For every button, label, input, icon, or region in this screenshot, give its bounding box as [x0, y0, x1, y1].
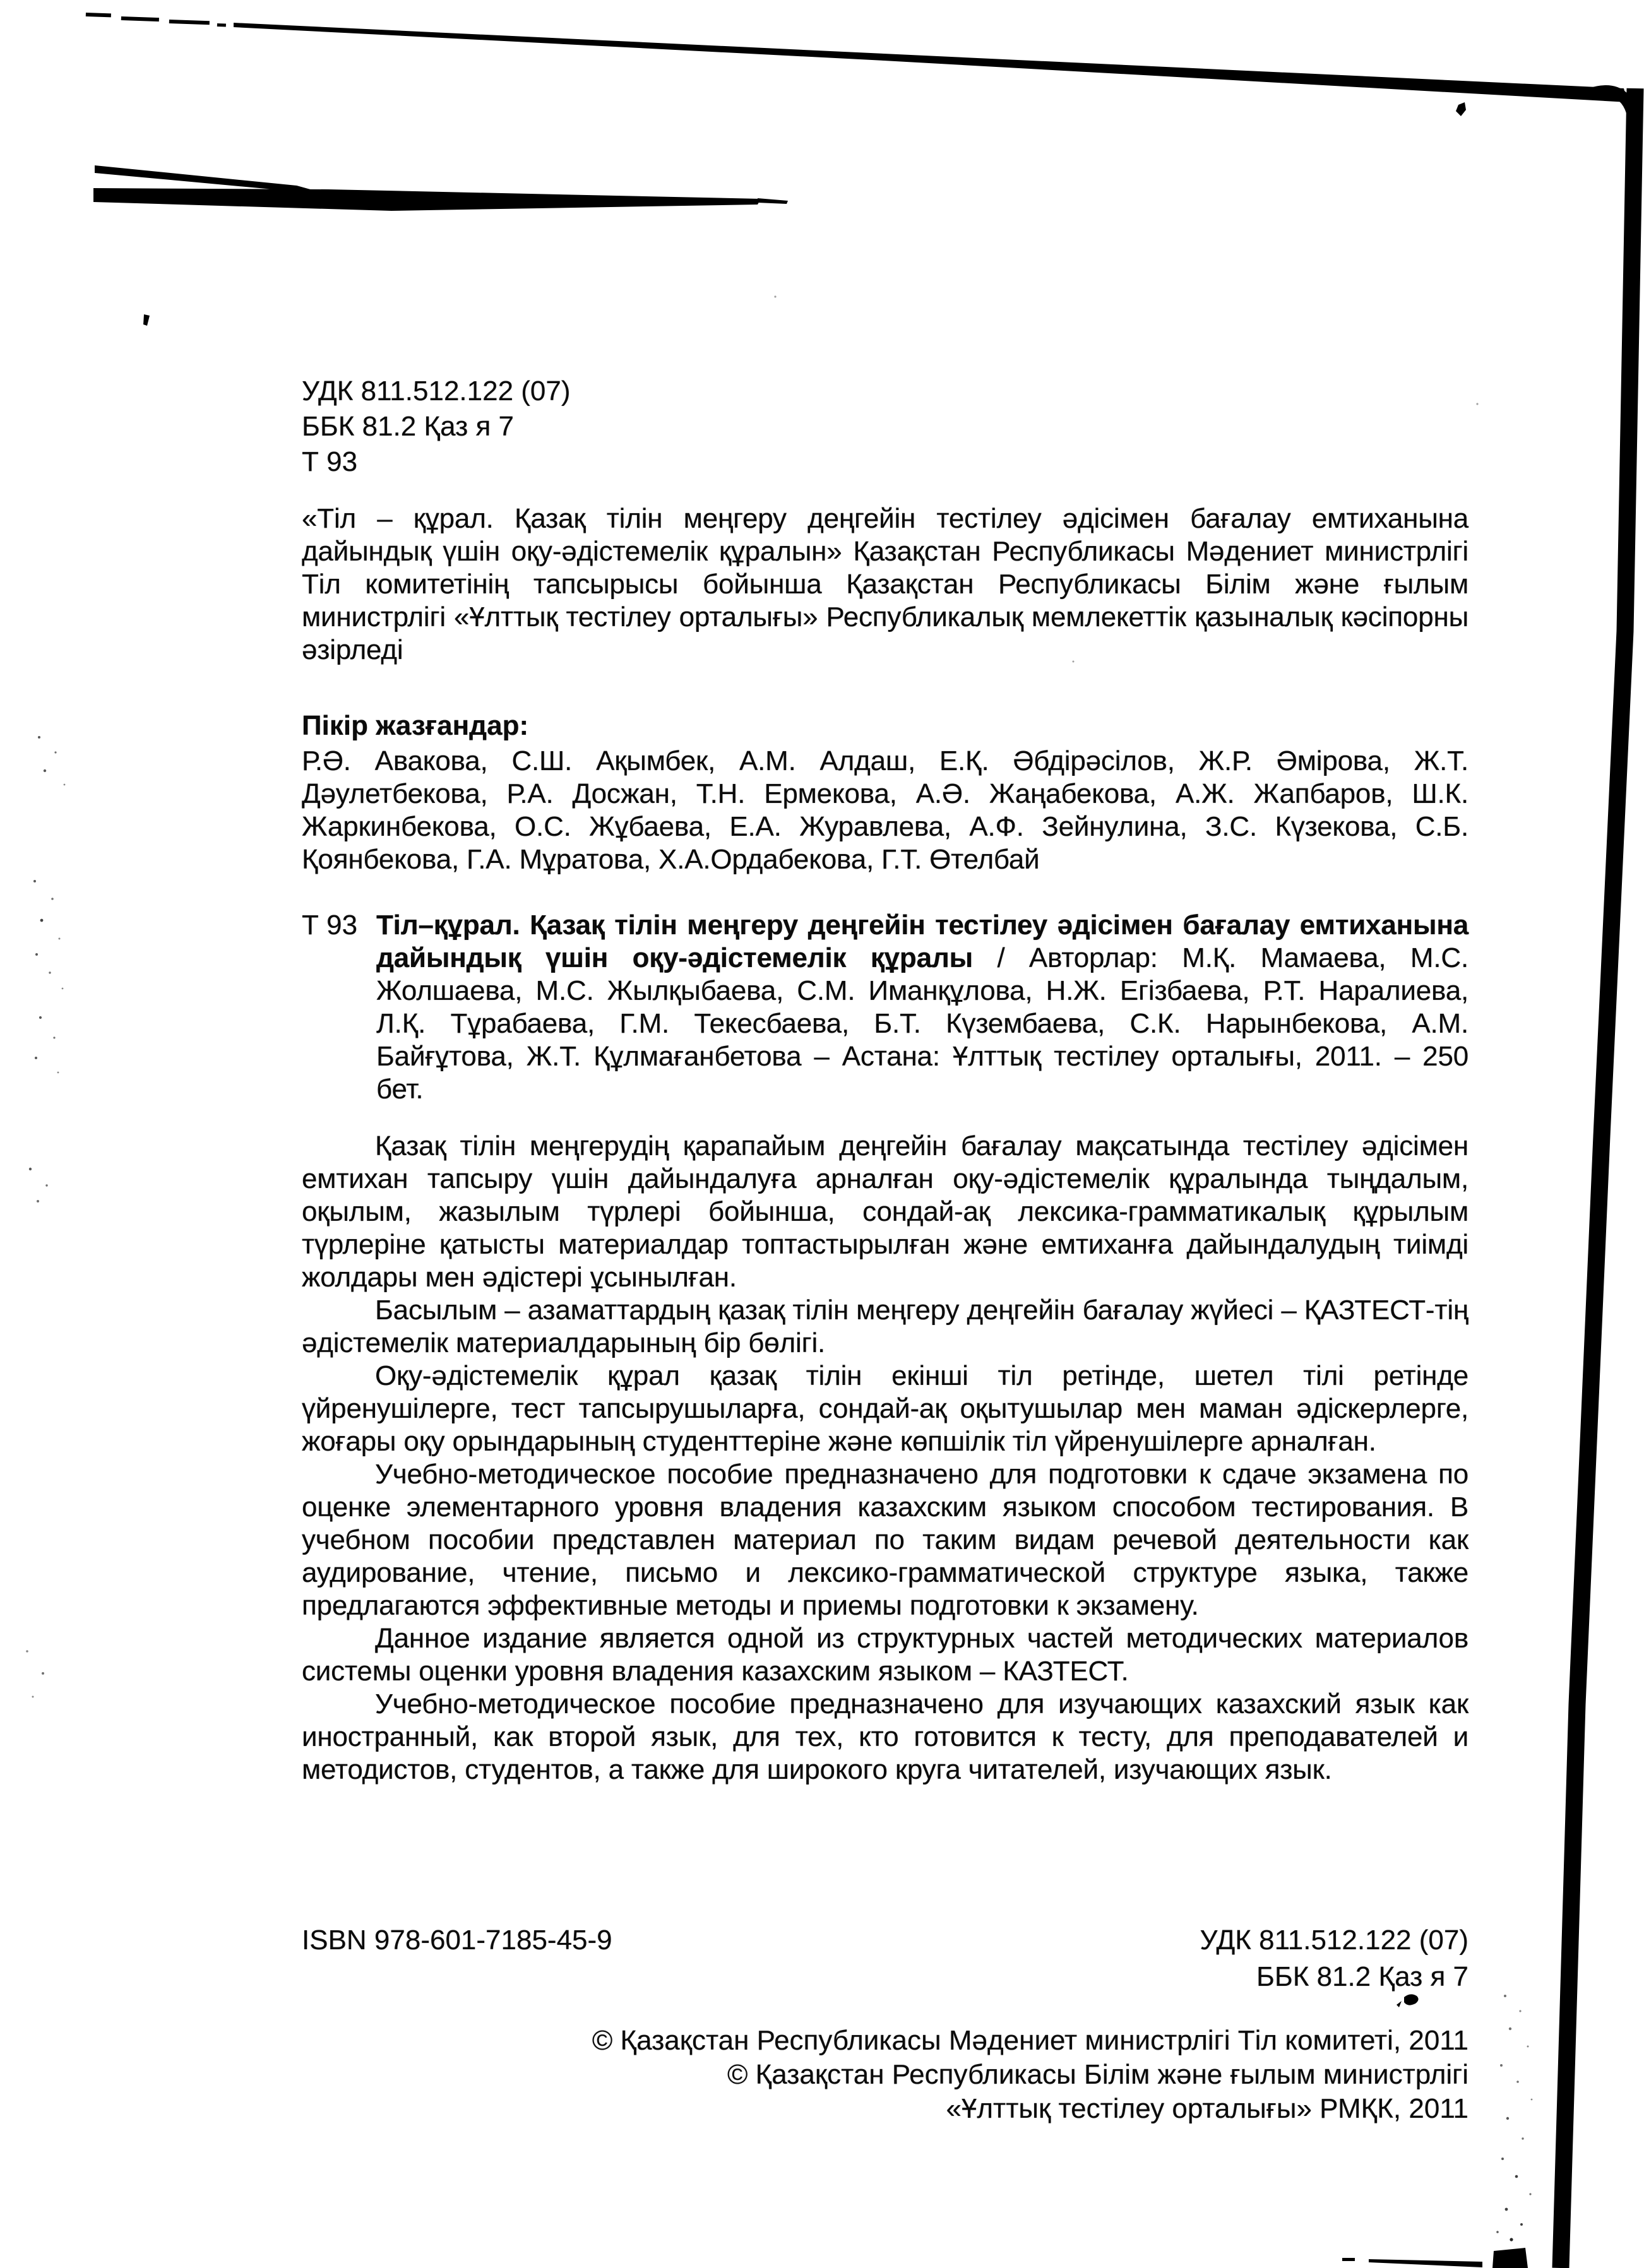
- copyright-line: © Қазақстан Республикасы Білім және ғылым министрлігі: [727, 2059, 1468, 2090]
- scan-dashes: [86, 13, 226, 27]
- reviewers-heading: Пікір жазғандар:: [302, 710, 529, 741]
- scan-smudge: [1397, 1994, 1419, 2007]
- t-code-line: Т 93: [302, 446, 358, 477]
- catalog-entry-text: [376, 909, 1468, 1106]
- scan-streak: [93, 165, 788, 211]
- annotation-paragraph: Учебно-методическое пособие предназначено для подготовки к сдаче экзамена по оценке элементарного уровня владения казахским языком способом тестирования. В учебном пособии представлен материал по таким видам речевой деятельности как аудирование, чтение, письмо и лексико-грамматической структуре языка, также предлагаются эффективные методы и приемы подготовки к экзамену.: [302, 1459, 1468, 1621]
- isbn-row: [302, 1923, 1468, 1958]
- annotation-paragraph: Данное издание является одной из структурных частей методических материалов системы оценки уровня владения казахским языком – КАЗТЕСТ.: [302, 1623, 1468, 1687]
- annotation-paragraph: Оқу-әдістемелік құрал қазақ тілін екінші тіл ретінде, шетел тілі ретінде үйренушілерге, тест тапсырушыларға, сондай-ақ оқытушылар мен маман әдіскерлерге, жоғары оқу орындарының студенттеріне және көпшілік тіл үйренушілерге арналған.: [302, 1360, 1468, 1457]
- bbk-bottom: ББК 81.2 Қаз я 7: [1256, 1961, 1468, 1992]
- scan-comma: [143, 314, 150, 326]
- annotation-paragraph: Басылым – азаматтардың қазақ тілін меңгеру деңгейін бағалау жүйесі – ҚАЗТЕСТ-тің әдістемелік материалдарының бір бөлігі.: [302, 1295, 1468, 1358]
- annotation-block: [302, 1130, 1468, 1786]
- udk-bottom: УДК 811.512.122 (07): [1200, 1925, 1468, 1956]
- copyright-block: [302, 2024, 1468, 2126]
- isbn-value: ISBN 978-601-7185-45-9: [302, 1925, 612, 1956]
- annotation-paragraph: Қазақ тілін меңгерудің қарапайым деңгейін бағалау мақсатында тестілеу әдісімен емтихан тапсыру үшін дайындалуға арналған оқу-әдістемелік құралында тыңдалым, оқылым, жазылым түрлері бойынша, сондай-ақ лексика-грамматикалық құрылым түрлеріне қатысты материалдар топтастырылған және емтиханға дайындалудың тиімді жолдары мен әдістері ұсынылған.: [302, 1131, 1468, 1293]
- reviewers-list: Р.Ә. Авакова, С.Ш. Ақымбек, А.М. Алдаш, Е.Қ. Әбдірәсілов, Ж.Р. Әмірова, Ж.Т. Дәулетбекова, Р.А. Досжан, Т.Н. Ермекова, А.Ә. Жаңабекова, А.Ж. Жапбаров, Ш.К. Жаркинбекова, О.С. Жұбаева, Е.А. Журавлева, А.Ф. Зейнулина, З.С. Күзекова, С.Б. Қоянбекова, Г.А. Мұратова, Х.А.Ордабекова, Г.Т. Өтелбай: [302, 745, 1468, 875]
- scan-top-edge-line: [234, 23, 1628, 102]
- entry-code: Т 93: [302, 910, 358, 941]
- udk-top-line: УДК 811.512.122 (07): [302, 376, 571, 407]
- entry-title: Тіл–құрал. Қазақ тілін меңгеру деңгейін тестілеу әдісімен бағалау емтиханына дайындық үшін оқу-әдістемелік құралы: [376, 910, 1468, 973]
- bbk-top-line: ББК 81.2 Қаз я 7: [302, 411, 514, 442]
- entry-authors: / Авторлар: М.Қ. Мамаева, М.С. Жолшаева, М.С. Жылқыбаева, С.М. Иманқұлова, Н.Ж. Егізбаева, Р.Т. Наралиева, Л.Қ. Тұрабаева, Г.М. Текесбаева, Б.Т. Күзембаева, С.К. Нарынбекова, А.М. Байғұтова, Ж.Т. Құлмағанбетова – Астана: Ұлттық тестілеу орталығы, 2011. – 250 бет.: [376, 942, 1468, 1105]
- scan-corner: [1591, 91, 1635, 133]
- copyright-line: «Ұлттық тестілеу орталығы» РМҚК, 2011: [946, 2093, 1468, 2124]
- scan-bottom-marks: [1342, 2248, 1528, 2268]
- scan-right-band: [1561, 88, 1635, 2268]
- catalog-entry: [376, 909, 1468, 1106]
- scan-tick: [1456, 102, 1466, 116]
- annotation-paragraph: Учебно-методическое пособие предназначено для изучающих казахский язык как иностранный, как второй язык, для тех, кто готовится к тесту, для преподавателей и методистов, студентов, а также для широкого круга читателей, изучающих язык.: [302, 1689, 1468, 1785]
- commissioning-note: «Тіл – құрал. Қазақ тілін меңгеру деңгейін тестілеу әдісімен бағалау емтиханына дайындық үшін оқу-әдістемелік құралын» Қазақстан Республикасы Мәдениет министрлігі Тіл комитетінің тапсырысы бойынша Қазақстан Республикасы Білім және ғылым министрлігі «Ұлттық тестілеу орталығы» Республикалық мемлекеттік қазыналық кәсіпорны әзірледі: [302, 503, 1468, 665]
- copyright-line: © Қазақстан Республикасы Мәдениет министрлігі Тіл комитеті, 2011: [592, 2025, 1468, 2056]
